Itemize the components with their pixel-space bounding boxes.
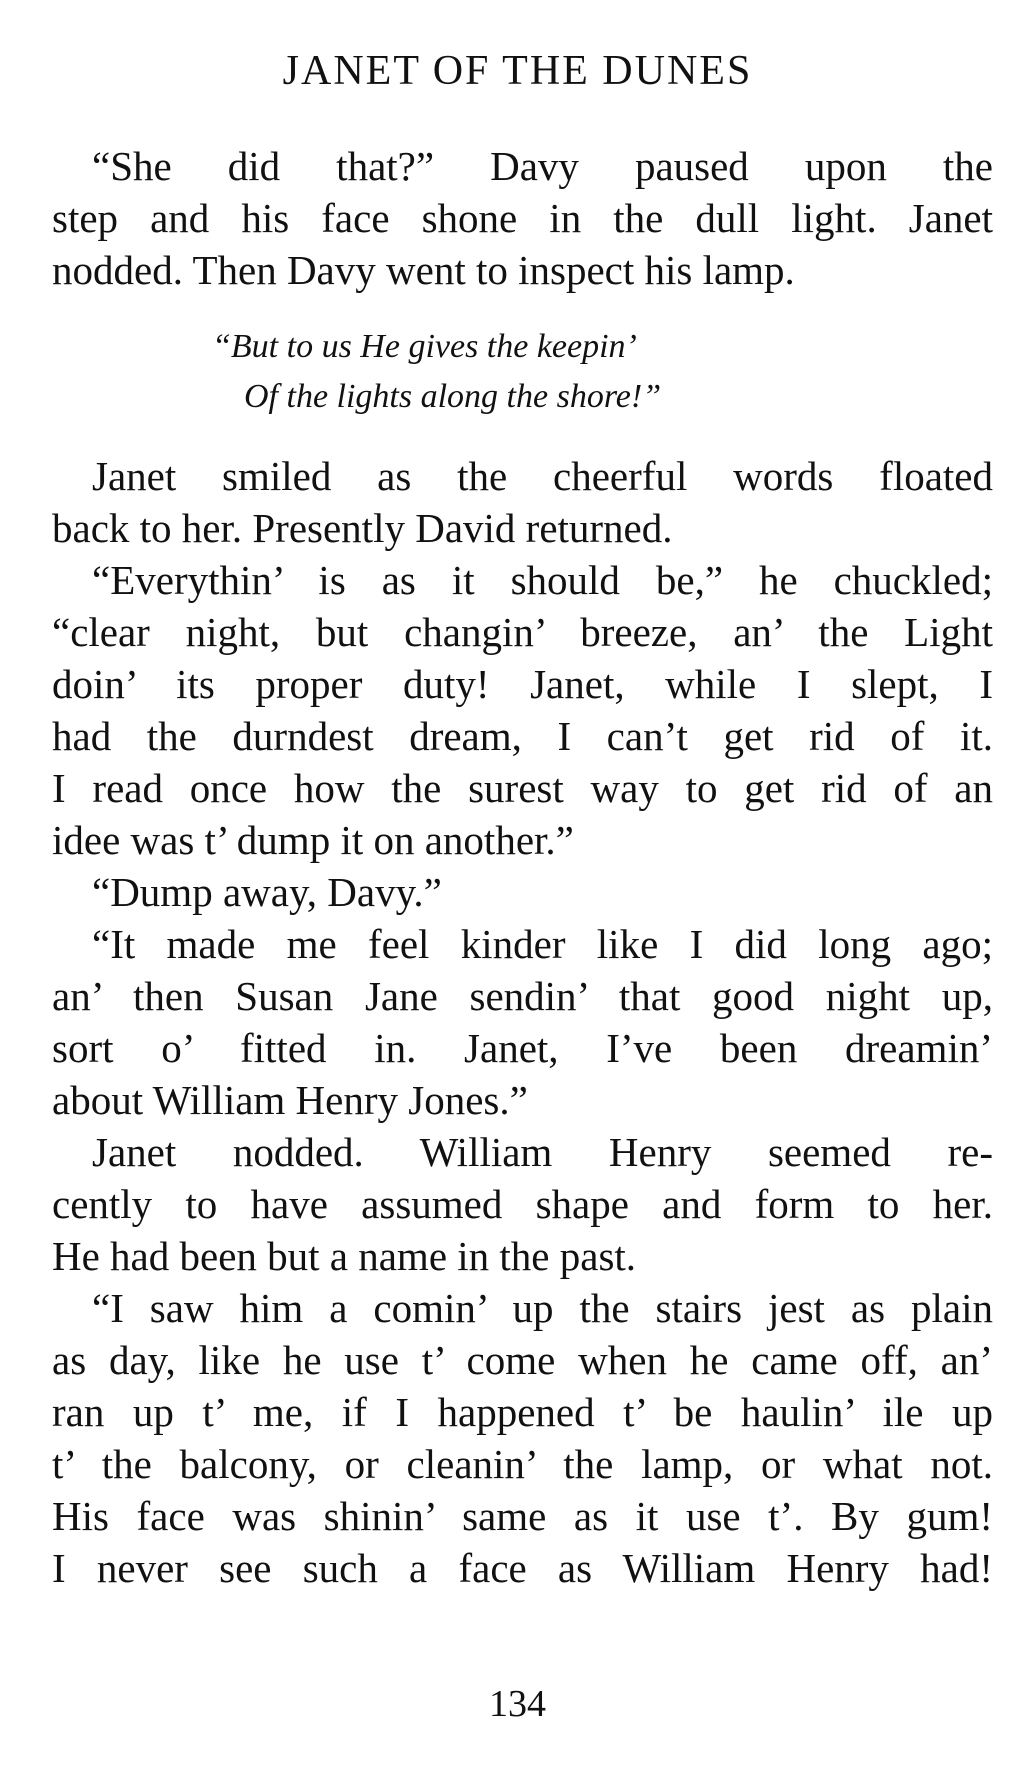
paragraph [52,1282,993,1594]
text-line: about William Henry Jones.” [52,1077,528,1123]
verse-line: “But to us He gives the keepin’ [212,328,637,365]
text-line: had the durndest dream, I can’t get rid of it. [52,713,993,759]
verse-line: Of the lights along the shore!” [244,378,662,415]
text-line: “Everythin’ is as it should be,” he chuckled; [92,557,993,603]
text-line: “It made me feel kinder like I did long ago; [92,921,993,967]
text-line: I never see such a face as William Henry had! [52,1545,993,1591]
paragraph [52,140,993,296]
text-line: doin’ its proper duty! Janet, while I slept, I [52,661,993,707]
paragraph [52,1126,993,1282]
text-line: Janet nodded. William Henry seemed re- [92,1129,993,1175]
body-text [52,140,993,1594]
text-line: sort o’ fitted in. Janet, I’ve been dreamin’ [52,1025,993,1071]
text-line: as day, like he use t’ come when he came off, an’ [52,1337,993,1383]
text-line: His face was shinin’ same as it use t’. By gum! [52,1493,993,1539]
verse-quote [52,322,993,422]
paragraph [52,918,993,1126]
paragraph [52,450,993,554]
text-line: back to her. Presently David returned. [52,505,673,551]
text-line: Janet smiled as the cheerful words floated [92,453,993,499]
text-line: “Dump away, Davy.” [92,869,442,915]
text-line: t’ the balcony, or cleanin’ the lamp, or what not. [52,1441,993,1487]
text-line: cently to have assumed shape and form to her. [52,1181,993,1227]
text-line: an’ then Susan Jane sendin’ that good night up, [52,973,993,1019]
text-line: I read once how the surest way to get rid of an [52,765,993,811]
text-line: “I saw him a comin’ up the stairs jest as plain [92,1285,993,1331]
page-number: 134 [489,1683,546,1725]
text-line: step and his face shone in the dull light. Janet [52,195,993,241]
paragraph [52,554,993,866]
running-head: JANET OF THE DUNES [282,48,753,94]
text-line: nodded. Then Davy went to inspect his lamp. [52,247,795,293]
text-line: ran up t’ me, if I happened t’ be haulin’ ile up [52,1389,993,1435]
text-line: He had been but a name in the past. [52,1233,637,1279]
text-line: “She did that?” Davy paused upon the [92,143,993,189]
paragraph [52,866,993,918]
text-line: idee was t’ dump it on another.” [52,817,574,863]
text-line: “clear night, but changin’ breeze, an’ the Light [52,609,993,655]
